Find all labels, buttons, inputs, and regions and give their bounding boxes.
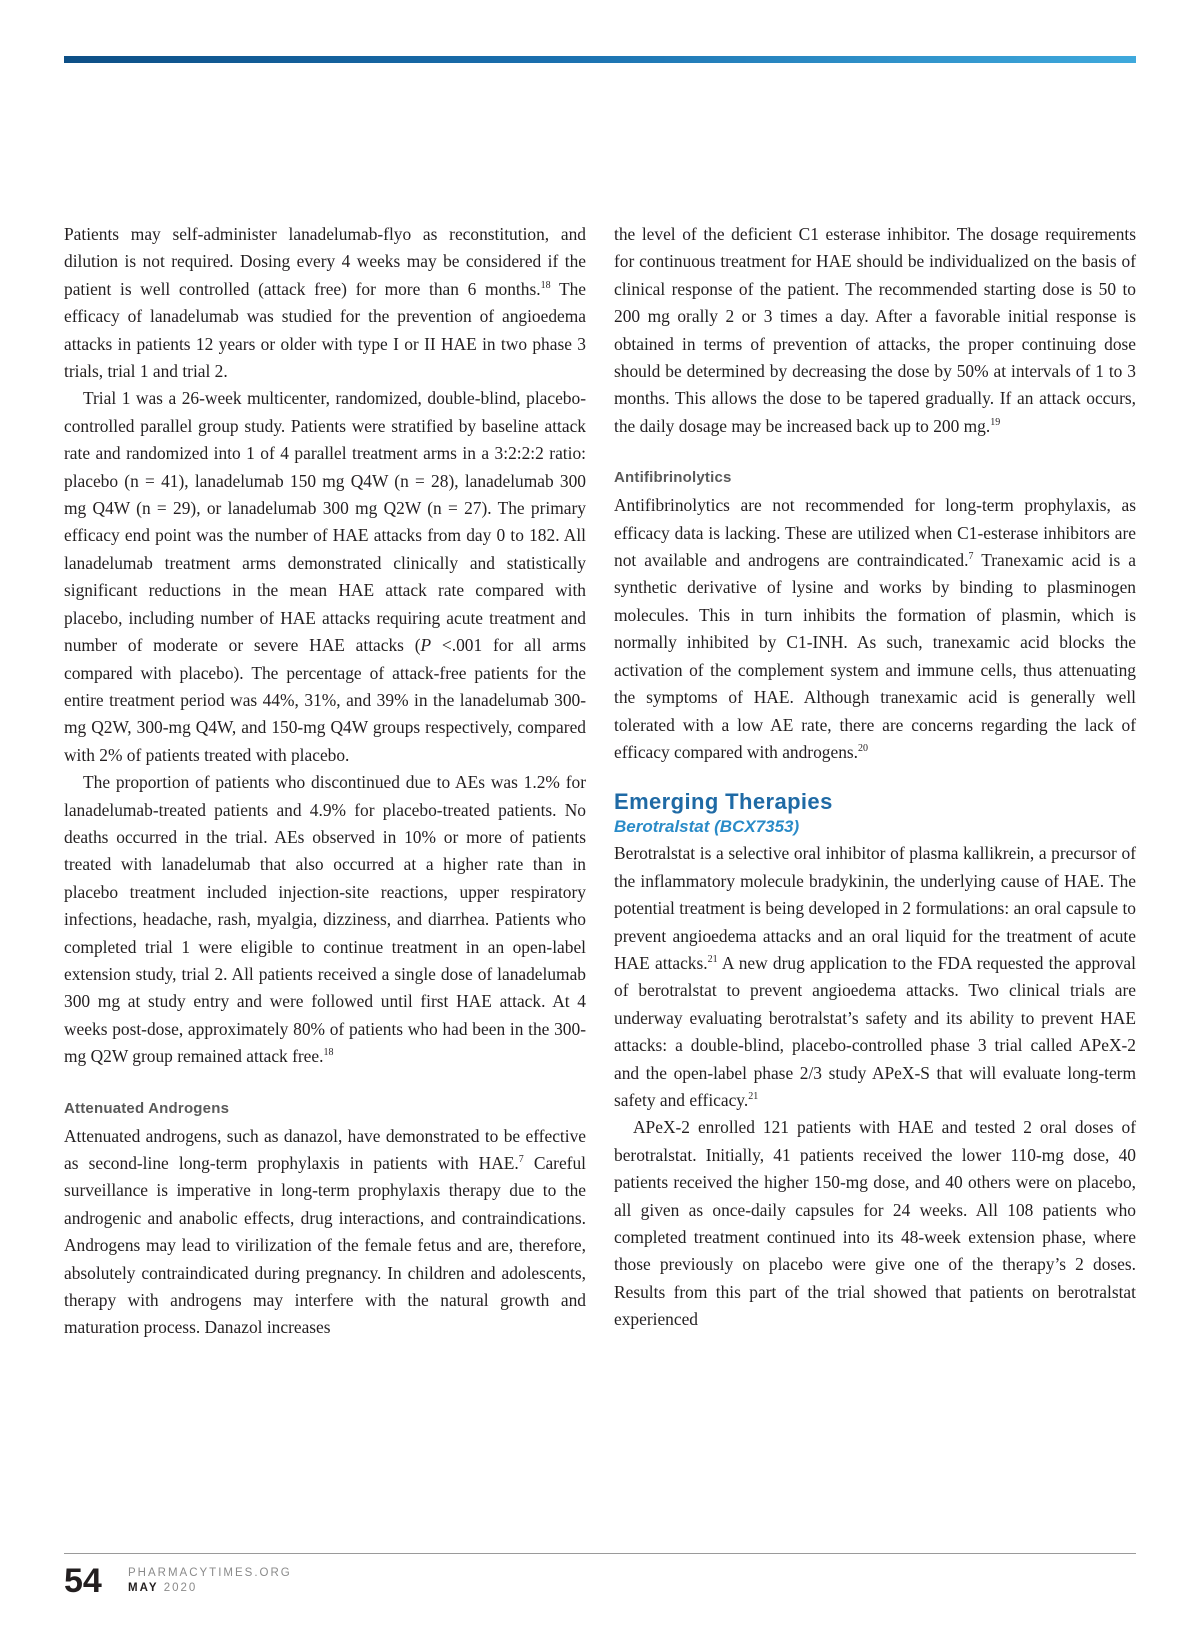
paragraph-androgens: Attenuated androgens, such as danazol, have demonstrated to be effective as second-line long-term prophylaxis in patients with HAE.$^7$ Careful surveillance is imperative in long-term prophylaxis therapy due to the androgenic and anabolic effects, drug interactions, and contraindications. Androgens may lead to virilization of the female fetus and are, therefore, absolutely contraindicated during pregnancy. In children and adolescents, therapy with androgens may interfere with the natural growth and maturation process. Danazol increases: [64, 1125, 586, 1338]
paragraph-danazol-dosing: the level of the deficient C1 esterase inhibitor. The dosage requirements for continuous treatment for HAE should be individualized on the basis of clinical response of the patient. The recommended starting dose is 50 to 200 mg orally 2 or 3 times a day. After a favorable initial response is obtained in terms of prevention of attacks, the proper continuing dose should be determined by decreasing the dose by 50% at intervals of 1 to 3 months. This allows the dose to be tapered gradually. If an attack occurs, the daily dosage may be increased back up to 200 mg.$^{19}$: [614, 224, 1136, 436]
paragraph-adverse-events: The proportion of patients who discontinued due to AEs was 1.2% for lanadelumab-treated patients and 4.9% for placebo-treated patients. No deaths occurred in the trial. AEs observed in 10% or more of patients treated with lanadelumab that also occurred at a higher rate than in placebo treatment included injection-site reactions, upper respiratory infections, headache, rash, myalgia, dizziness, and diarrhea. Patients who completed trial 1 were eligible to continue treatment in an open-label extension study, trial 2. All patients received a single dose of lanadelumab 300 mg at study entry and were followed until first HAE attack. At 4 weeks post-dose, approximately 80% of patients who had been in the 300-mg Q2W group remained attack free.$^{18}$: [64, 772, 586, 1067]
footer-year: 2020: [163, 1582, 198, 1594]
right-column: [614, 221, 1136, 1334]
paragraph-berotralstat: Berotralstat is a selective oral inhibitor of plasma kallikrein, a precursor of the inflammatory molecule bradykinin, the underlying cause of HAE. The potential treatment is being developed in 2 formulations: an oral capsule to prevent angioedema attacks and an oral liquid for the treatment of acute HAE attacks.$^{21}$ A new drug application to the FDA requested the approval of berotralstat to prevent angioedema attacks. Two clinical trials are underway evaluating berotralstat’s safety and its ability to prevent HAE attacks: a double-blind, placebo-controlled phase 3 trial called APeX-2 and the open-label phase 2/3 study APeX-S that will evaluate long-term safety and efficacy.$^{21}$: [614, 843, 1136, 1110]
subsection-title-berotralstat: Berotralstat (BCX7353): [614, 817, 800, 837]
paragraph-lanadelumab-dosing: Patients may self-administer lanadelumab-flyo as reconstitution, and dilution is not required. Dosing every 4 weeks may be considered if the patient is well controlled (attack free) for more than 6 months.$^{18}$ The efficacy of lanadelumab was studied for the prevention of angioedema attacks in patients 12 years or older with type I or II HAE in two phase 3 trials, trial 1 and trial 2.: [64, 224, 587, 382]
paragraph-apex-2: APeX-2 enrolled 121 patients with HAE and tested 2 oral doses of berotralstat. Initially, 41 patients received the lower 110-mg dose, 40 patients received the higher 150-mg dose, and 40 others were on placebo, all given as once-daily capsules for 24 weeks. All 108 patients who completed treatment continued into its 48-week extension phase, where those previously on placebo were give one of the therapy’s 2 doses. Results from this part of the trial showed that patients on berotralstat experienced: [614, 1117, 1136, 1330]
footer-site-name: PHARMACYTIMES.ORG: [128, 1567, 292, 1579]
footer-month: MAY: [128, 1582, 159, 1594]
header-accent-bar: [64, 56, 1136, 63]
left-column: [64, 221, 586, 1342]
subhead-antifibrinolytics: Antifibrinolytics: [614, 469, 732, 487]
section-title-emerging-therapies: Emerging Therapies: [614, 789, 833, 815]
page-number: 54: [64, 1562, 102, 1600]
paragraph-trial-1: Trial 1 was a 26-week multicenter, randomized, double-blind, placebo-controlled parallel group study. Patients were stratified by baseline attack rate and randomized into 1 of 4 parallel treatment arms in a 3:2:2:2 ratio: placebo (n = 41), lanadelumab 150 mg Q4W (n = 28), lanadelumab 300 mg Q4W (n = 29), or lanadelumab 300 mg Q2W (n = 27). The primary efficacy end point was the number of HAE attacks from day 0 to 182. All lanadelumab treatment arms demonstrated clinically and statistically significant reductions in the mean HAE attack rate compared with placebo, including number of HAE attacks requiring acute treatment and number of moderate or severe HAE attacks (P <.001 for all arms compared with placebo). The percentage of attack-free patients for the entire treatment period was 44%, 31%, and 39% in the lanadelumab 300-mg Q2W, 300-mg Q4W, and 150-mg Q4W groups respectively, compared with 2% of patients treated with placebo.: [64, 388, 586, 765]
subhead-attenuated-androgens: Attenuated Androgens: [64, 1099, 230, 1117]
footer-divider: [64, 1553, 1136, 1554]
footer-issue-date: [128, 1581, 197, 1595]
paragraph-antifibrinolytics: Antifibrinolytics are not recommended for long-term prophylaxis, as efficacy data is lacking. These are utilized when C1-esterase inhibitors are not available and androgens are contraindicated.$^7$ Tranexamic acid is a synthetic derivative of lysine and works by binding to plasminogen molecules. This in turn inhibits the formation of plasmin, which is normally inhibited by C1-INH. As such, tranexamic acid blocks the activation of the complement system and immune cells, thus attenuating the symptoms of HAE. Although tranexamic acid is generally well tolerated with a low AE rate, there are concerns regarding the lack of efficacy compared with androgens.$^{20}$: [614, 495, 1136, 762]
